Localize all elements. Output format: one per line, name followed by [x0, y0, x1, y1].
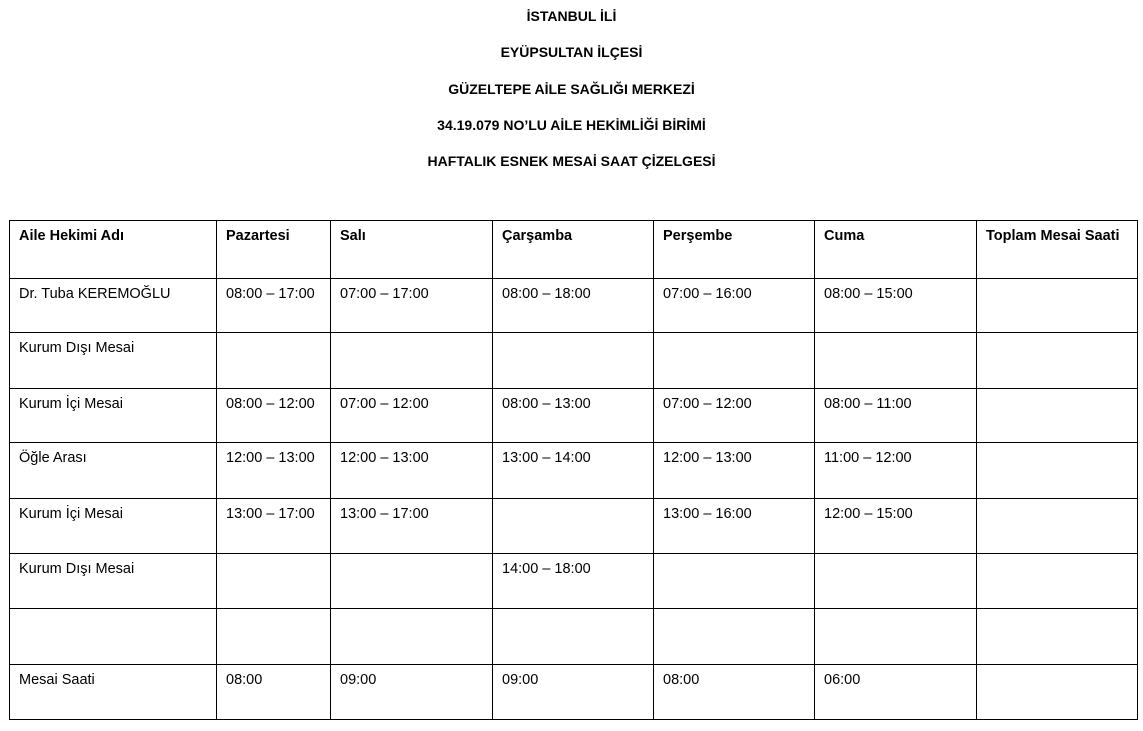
table-row — [10, 499, 1138, 554]
table-cell — [217, 554, 331, 609]
table-cell — [493, 609, 654, 665]
table-cell — [331, 554, 493, 609]
table-cell: 12:00 – 13:00 — [654, 443, 815, 499]
table-cell: 08:00 – 15:00 — [815, 279, 977, 333]
column-header-thursday: Perşembe — [654, 221, 815, 279]
schedule-table — [9, 220, 1138, 720]
table-cell: 07:00 – 16:00 — [654, 279, 815, 333]
table-cell — [977, 333, 1138, 389]
table-cell — [493, 333, 654, 389]
table-cell: 08:00 – 18:00 — [493, 279, 654, 333]
header-district: EYÜPSULTAN İLÇESİ — [500, 44, 643, 60]
table-cell: Mesai Saati — [10, 665, 217, 720]
table-cell: 09:00 — [493, 665, 654, 720]
table-header-row — [10, 221, 1138, 279]
table-cell: 09:00 — [331, 665, 493, 720]
table-cell: 08:00 — [217, 665, 331, 720]
table-cell: Kurum İçi Mesai — [10, 499, 217, 554]
table-cell: 07:00 – 12:00 — [654, 389, 815, 443]
table-cell — [977, 443, 1138, 499]
table-cell — [10, 609, 217, 665]
table-cell: 13:00 – 14:00 — [493, 443, 654, 499]
table-cell — [654, 609, 815, 665]
table-cell — [977, 665, 1138, 720]
document-title: HAFTALIK ESNEK MESAİ SAAT ÇİZELGESİ — [427, 153, 716, 169]
table-cell: 14:00 – 18:00 — [493, 554, 654, 609]
column-header-friday: Cuma — [815, 221, 977, 279]
table-cell — [977, 609, 1138, 665]
table-cell: 12:00 – 13:00 — [331, 443, 493, 499]
header-health-center: GÜZELTEPE AİLE SAĞLIĞI MERKEZİ — [448, 81, 695, 97]
table-row — [10, 609, 1138, 665]
table-cell: Kurum Dışı Mesai — [10, 333, 217, 389]
table-cell — [217, 609, 331, 665]
table-cell — [977, 389, 1138, 443]
table-cell: 07:00 – 12:00 — [331, 389, 493, 443]
table-cell: 08:00 — [654, 665, 815, 720]
table-cell — [654, 554, 815, 609]
table-cell — [977, 279, 1138, 333]
table-cell — [331, 609, 493, 665]
table-cell: 07:00 – 17:00 — [331, 279, 493, 333]
table-row — [10, 665, 1138, 720]
column-header-total-hours: Toplam Mesai Saati — [977, 221, 1138, 279]
table-cell — [815, 333, 977, 389]
table-cell — [654, 333, 815, 389]
table-row — [10, 443, 1138, 499]
table-cell: 08:00 – 11:00 — [815, 389, 977, 443]
table-cell: 11:00 – 12:00 — [815, 443, 977, 499]
column-header-tuesday: Salı — [331, 221, 493, 279]
table-cell: Öğle Arası — [10, 443, 217, 499]
table-cell: Dr. Tuba KEREMOĞLU — [10, 279, 217, 333]
table-row — [10, 554, 1138, 609]
table-cell: Kurum Dışı Mesai — [10, 554, 217, 609]
table-cell: 08:00 – 13:00 — [493, 389, 654, 443]
column-header-monday: Pazartesi — [217, 221, 331, 279]
table-cell — [217, 333, 331, 389]
table-cell: 13:00 – 16:00 — [654, 499, 815, 554]
table-cell — [977, 554, 1138, 609]
table-cell: 06:00 — [815, 665, 977, 720]
table-cell: 12:00 – 13:00 — [217, 443, 331, 499]
table-cell: 12:00 – 15:00 — [815, 499, 977, 554]
header-province: İSTANBUL İLİ — [526, 8, 617, 24]
table-cell — [815, 554, 977, 609]
column-header-wednesday: Çarşamba — [493, 221, 654, 279]
table-cell — [815, 609, 977, 665]
table-cell — [493, 499, 654, 554]
column-header-physician: Aile Hekimi Adı — [10, 221, 217, 279]
table-cell — [977, 499, 1138, 554]
table-row — [10, 279, 1138, 333]
table-cell: 13:00 – 17:00 — [331, 499, 493, 554]
table-cell: 13:00 – 17:00 — [217, 499, 331, 554]
table-cell: Kurum İçi Mesai — [10, 389, 217, 443]
header-unit: 34.19.079 NO’LU AİLE HEKİMLİĞİ BİRİMİ — [437, 117, 706, 133]
table-cell: 08:00 – 12:00 — [217, 389, 331, 443]
table-row — [10, 333, 1138, 389]
table-row — [10, 389, 1138, 443]
table-cell — [331, 333, 493, 389]
table-cell: 08:00 – 17:00 — [217, 279, 331, 333]
